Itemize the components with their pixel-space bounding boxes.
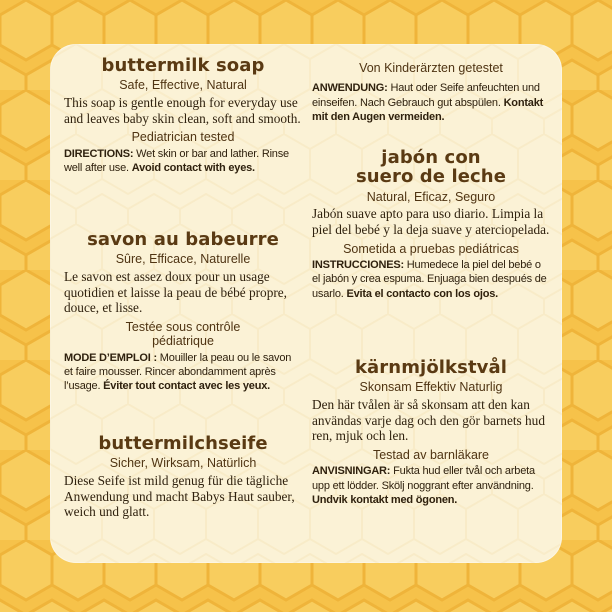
directions-warning: Undvik kontakt med ögonen. (312, 493, 458, 506)
directions-warning: Evita el contacto con los ojos. (346, 287, 498, 300)
subtitle-french: Sûre, Efficace, Naturelle (115, 252, 251, 267)
section-swedish (312, 358, 550, 507)
body-french: Le savon est assez doux pour un usage quotidien et laisse la peau de bébé propre, douce, et lisse. (64, 268, 288, 316)
body-spanish: Jabón suave apto para uso diario. Limpia la piel del bebé y la deja suave y aterciopelada. (312, 206, 550, 237)
tested-swedish: Testad av barnläkare (372, 447, 490, 462)
body-english: This soap is gentle enough for everyday use and leaves baby skin clean, soft and smooth. (64, 94, 301, 126)
tested-french-line1: Testée sous contrôle (125, 319, 241, 334)
directions-text: Haut oder Seife anfeuchten und einseifen. Nach Gebrauch gut abspülen. (312, 82, 540, 109)
body-german: Diese Seife ist mild genug für die tägliche Anwendung und macht Babys Haut sauber, weich und glatt. (64, 472, 295, 520)
tested-spanish: Sometida a pruebas pediátricas (343, 241, 519, 256)
tested-french (64, 320, 302, 349)
title-spanish-line1: jabón con (381, 147, 481, 168)
subtitle-swedish: Skonsam Effektiv Naturlig (359, 380, 503, 395)
section-french (64, 230, 302, 394)
directions-text: Humedece la piel del bebé o el jabón y crea espuma. Enjuaga bien después de usarlo. (312, 259, 547, 300)
directions-french (64, 351, 302, 394)
directions-text: Mouiller la peau ou le savon et faire mousser. Rincer abondamment après l’usage. (64, 351, 292, 393)
title-swedish: kärnmjölkstvål (354, 357, 507, 378)
tested-english: Pediatrician tested (131, 130, 235, 145)
directions-swedish (312, 464, 550, 507)
title-spanish (312, 148, 550, 187)
section-english (64, 56, 302, 175)
subtitle-english: Safe, Effective, Natural (119, 78, 247, 93)
tested-french-line2: pédiatrique (152, 334, 214, 349)
directions-warning: Éviter tout contact avec les yeux. (103, 380, 270, 393)
title-german: buttermilchseife (98, 433, 268, 454)
directions-spanish (312, 258, 550, 301)
title-spanish-line2: suero de leche (355, 166, 507, 188)
body-swedish: Den här tvålen är så skonsam att den kan användas varje dag och den gör barnets hud ren, mjuk och len. (312, 396, 545, 444)
directions-german (312, 81, 550, 124)
directions-label: ANWENDUNG: (312, 82, 388, 95)
left-column (64, 44, 302, 563)
subtitle-german: Sicher, Wirksam, Natürlich (109, 456, 257, 471)
section-spanish (312, 148, 550, 301)
directions-english (64, 147, 302, 176)
directions-label: DIRECTIONS: (64, 147, 134, 160)
subtitle-spanish: Natural, Eficaz, Seguro (366, 189, 496, 204)
directions-label: MODE D’EMPLOI : (64, 351, 157, 364)
label-panel (50, 44, 562, 563)
directions-label: INSTRUCCIONES: (312, 259, 404, 271)
directions-text: Wet skin or bar and lather. Rinse well after use. (64, 147, 289, 174)
directions-text: Fukta hud eller tvål och arbeta upp ett lödder. Skölj noggrant efter användning. (312, 465, 535, 492)
section-german-continued (312, 61, 550, 124)
directions-label: ANVISNINGAR: (312, 465, 391, 478)
directions-warning: Kontakt mit den Augen vermeiden. (312, 96, 544, 123)
tested-german: Von Kinderärzten getestet (359, 61, 503, 75)
right-column (312, 44, 550, 563)
title-french: savon au babeurre (87, 229, 279, 250)
title-english: buttermilk soap (101, 55, 265, 76)
section-german (64, 434, 302, 520)
directions-warning: Avoid contact with eyes. (131, 161, 255, 174)
